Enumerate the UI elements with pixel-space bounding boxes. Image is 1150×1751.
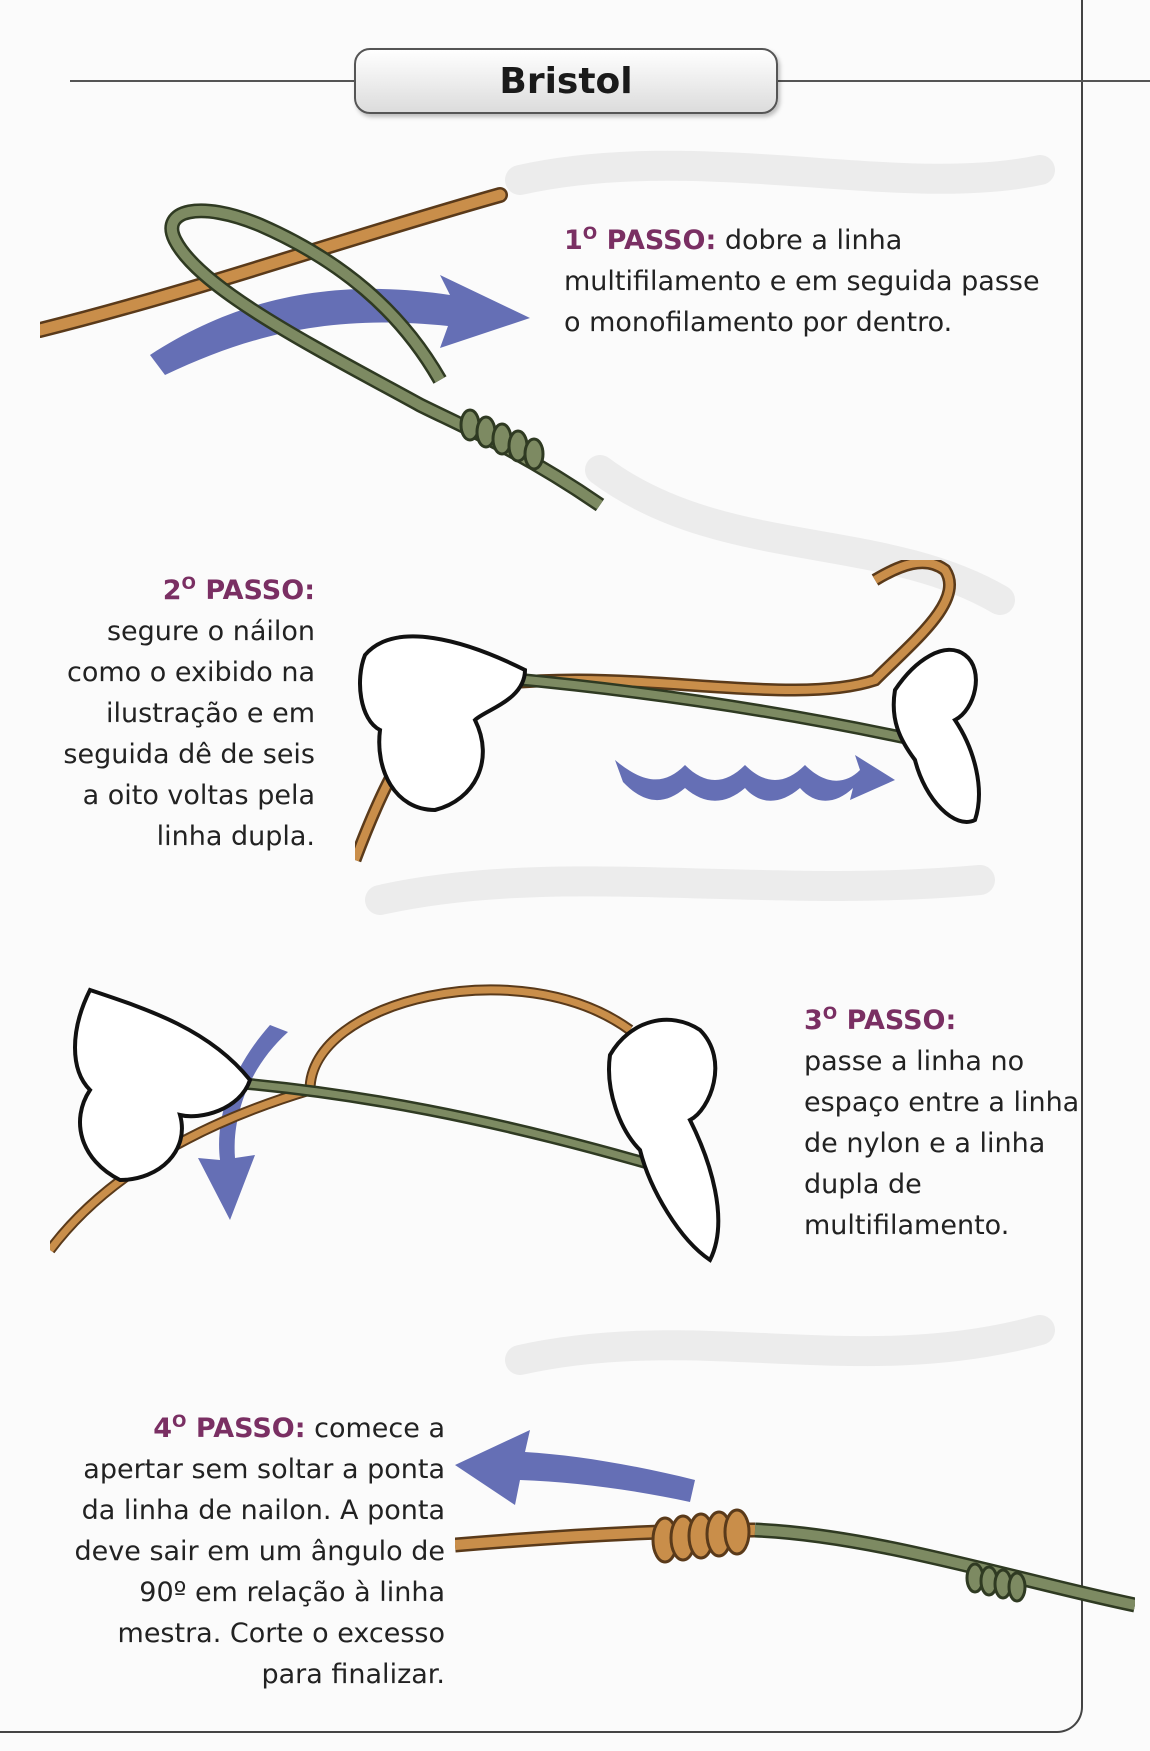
step-3-text <box>804 994 1094 1246</box>
step-2-illustration <box>355 560 1055 880</box>
page-title <box>354 48 778 114</box>
step-4-body: comece a apertar sem soltar a ponta da linha de nailon. A ponta deve sair em um ângulo de 90º em relação à linha mestra. Corte o excesso para finalizar. <box>74 1413 445 1690</box>
title-text: Bristol <box>499 60 633 102</box>
step-1-illustration <box>40 180 620 520</box>
step-4-illustration <box>455 1410 1135 1630</box>
step-1-text <box>564 214 1064 343</box>
step-3-illustration <box>50 970 770 1280</box>
step-4-text <box>60 1402 445 1695</box>
step-3-body: passe a linha no espaço entre a linha de nylon e a linha dupla de multifilamento. <box>804 1046 1080 1241</box>
arrow-icon <box>615 755 895 801</box>
step-1-heading: $1^O$ PASSO: <box>564 224 717 256</box>
arrow-icon <box>455 1430 695 1505</box>
step-3-heading: $3^O$ PASSO: <box>804 1004 957 1036</box>
step-2-heading: $2^O$ PASSO: <box>162 574 315 606</box>
step-2-body: segure o náilon como o exibido na ilustração e em seguida dê de seis a oito voltas pela linha dupla. <box>63 616 315 852</box>
step-2-text <box>60 564 315 857</box>
step-4-heading: $4^O$ PASSO: <box>153 1412 306 1444</box>
step-1-body: dobre a linha multifilamento e em seguida passe o monofilamento por dentro. <box>564 225 1040 338</box>
